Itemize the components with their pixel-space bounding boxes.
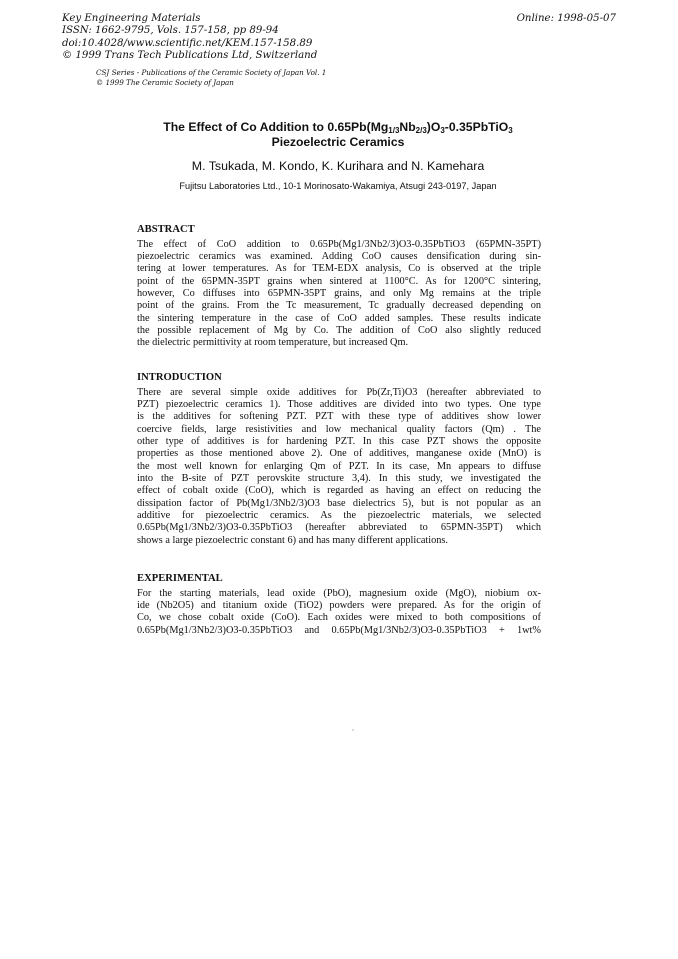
series-line: CSJ Series - Publications of the Ceramic Society of Japan Vol. 1 (96, 68, 327, 77)
introduction-line: is the additives for softening PZT. PZT with these type of additives show lower (137, 411, 541, 423)
journal-header (62, 13, 317, 63)
experimental-heading: EXPERIMENTAL (137, 573, 223, 584)
affiliation: Fujitsu Laboratories Ltd., 10-1 Morinosato-Wakamiya, Atsugi 243-0197, Japan (179, 181, 497, 191)
abstract-line: point of the 65PMN-35PT grains when sintered at 1100°C. As for 1200°C sintering, (137, 275, 541, 287)
introduction-line: shows a large piezoelectric constant 6) and has many different applications. (137, 534, 448, 546)
introduction-body (137, 387, 541, 547)
abstract-line: The effect of CoO addition to 0.65Pb(Mg1/3Nb2/3)O3-0.35PbTiO3 (65PMN-35PT) (137, 238, 541, 250)
paper-title (70, 120, 606, 149)
introduction-line: dissipation factor of Pb(Mg1/3Nb2/3)O3 base dielectrics 5), but is not popular as an (137, 497, 541, 509)
doi-line: doi:10.4028/www.scientific.net/KEM.157-158.89 (62, 37, 313, 49)
abstract-line: piezoelectric ceramics was examined. Adding CoO causes densification during sin- (137, 250, 541, 262)
series-block (96, 68, 326, 88)
abstract-heading: ABSTRACT (137, 224, 195, 235)
abstract-line: tering at lower temperatures. As for TEM-EDX analysis, Co is observed at the triple (137, 263, 541, 275)
introduction-line: properties as those mentioned above 2). One of additives, manganese oxide (MnO) is (137, 448, 541, 460)
journal-name: Key Engineering Materials (62, 13, 201, 24)
introduction-line: into the B-site of PZT perovskite structure 3,4). In this study, we investigated the (137, 472, 541, 484)
experimental-section (137, 573, 541, 637)
title-text: )O (426, 120, 441, 134)
title-text: -0.35PbTiO (444, 120, 509, 134)
abstract-body (137, 239, 541, 350)
authors: M. Tsukada, M. Kondo, K. Kurihara and N. Kamehara (191, 159, 485, 173)
experimental-line: ide (Nb2O5) and titanium oxide (TiO2) powders were prepared. As for the origin of (137, 599, 541, 611)
title-text: Nb (399, 120, 416, 134)
experimental-line: For the starting materials, lead oxide (PbO), magnesium oxide (MgO), niobium ox- (137, 587, 541, 599)
introduction-heading: INTRODUCTION (137, 372, 222, 383)
experimental-line: Co, we chose cobalt oxide (CoO). Each oxides were mixed to both compositions of (137, 612, 541, 624)
introduction-line: the most well known for enlarging Qm of PZT. In its case, Mn appears to diffuse (137, 460, 541, 472)
introduction-line: There are several simple oxide additives for Pb(Zr,Ti)O3 (hereafter abbreviated to (137, 386, 541, 398)
abstract-line: the possible replacement of Mg by Co. The addition of CoO also slightly reduced (137, 324, 541, 336)
series-copyright: © 1999 The Ceramic Society of Japan (96, 78, 234, 87)
abstract-line: point of the grains. From the Tc measurement, Tc gradually decreased depending on (137, 300, 541, 312)
experimental-line: 0.65Pb(Mg1/3Nb2/3)O3-0.35PbTiO3 and 0.65Pb(Mg1/3Nb2/3)O3-0.35PbTiO3 + 1wt% (137, 624, 541, 636)
title-line-2: Piezoelectric Ceramics (271, 134, 405, 149)
abstract-section (137, 224, 541, 350)
title-line-1 (70, 120, 606, 135)
introduction-line: PZT) piezoelectric ceramics 1). Those additives are divided into two types. One type (137, 398, 541, 410)
introduction-section (137, 372, 541, 547)
issn-line: ISSN: 1662-9795, Vols. 157-158, pp 89-94 (62, 25, 279, 37)
title-subscript: 3 (508, 126, 513, 135)
online-date: Online: 1998-05-07 (516, 13, 616, 24)
introduction-line: additive for piezoelectric ceramics. As the piezoelectric materials, we selected (137, 509, 541, 521)
title-text: The Effect of Co Addition to 0.65Pb(Mg (163, 120, 389, 134)
title-subscript: 2/3 (415, 126, 427, 135)
copyright-line: © 1999 Trans Tech Publications Ltd, Switzerland (62, 50, 318, 62)
introduction-line: 0.65Pb(Mg1/3Nb2/3)O3-0.35PbTiO3 (hereafter abbreviated to 65PMN-35PT) which (137, 522, 541, 534)
abstract-line: however, Co diffuses into 65PMN-35PT grains, and only Mg remains at the triple (137, 287, 541, 299)
introduction-line: effect of cobalt oxide (CoO), which is regarded as having an effect on reducing the (137, 485, 541, 497)
introduction-line: other type of additives is for hardening PZT. In this case PZT shows the opposite (137, 435, 541, 447)
experimental-body (137, 588, 541, 637)
abstract-line: the sintering temperature in the case of CoO added samples. These results indicate (137, 312, 541, 324)
abstract-line: the dielectric permittivity at room temperature, but increased Qm. (137, 337, 409, 349)
title-subscript: 3 (440, 126, 445, 135)
scan-speck (352, 729, 354, 731)
introduction-line: coercive fields, large resistivities and low mechanical quality factors (Qm) . The (137, 423, 541, 435)
title-subscript: 1/3 (388, 126, 400, 135)
